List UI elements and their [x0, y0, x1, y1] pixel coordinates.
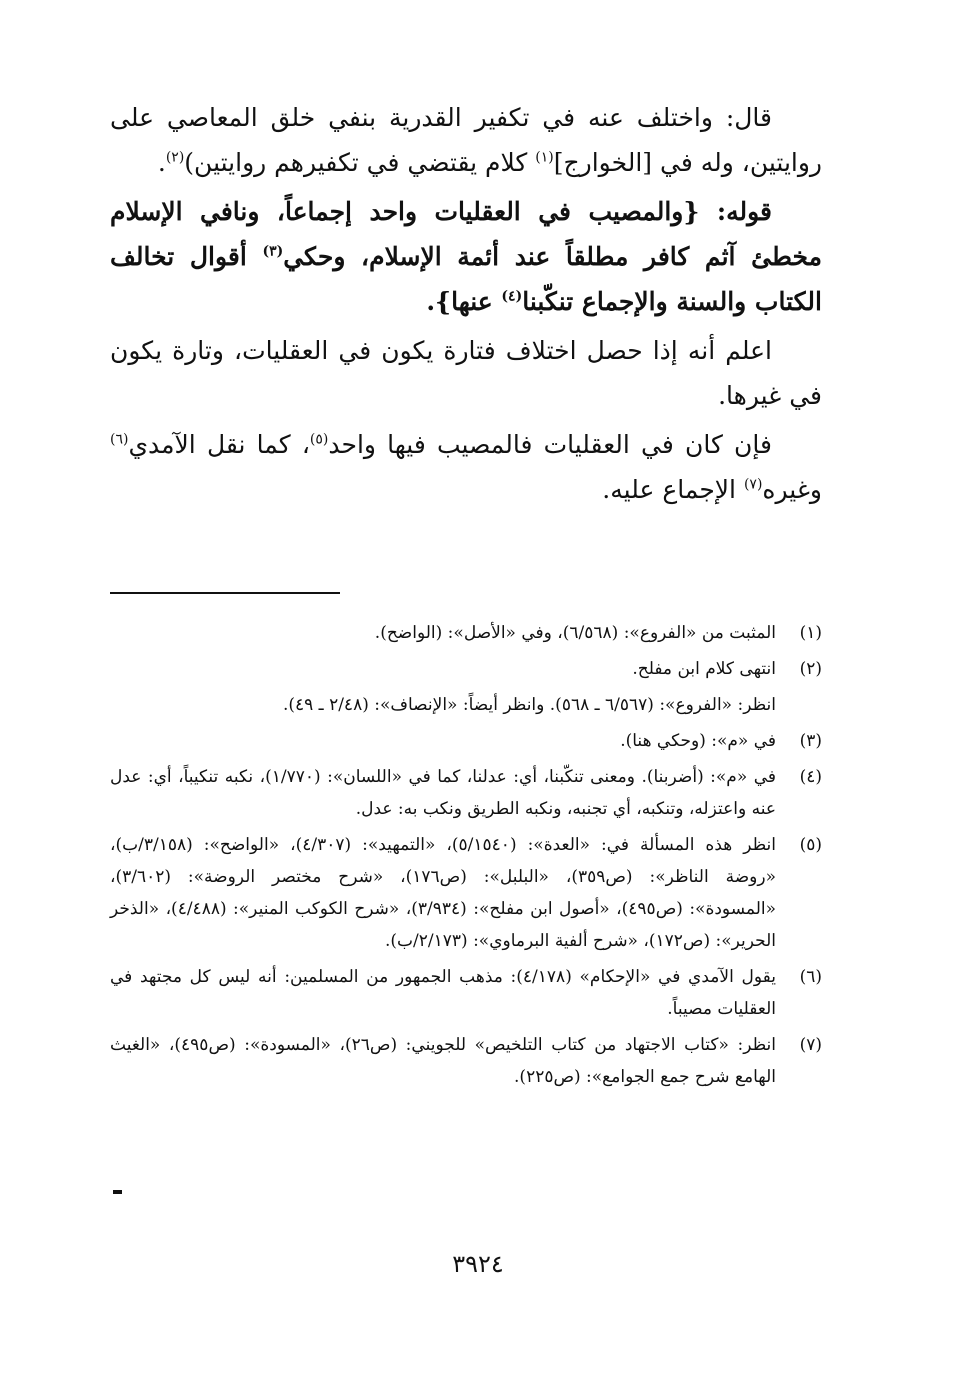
page-number: ٣٩٢٤	[452, 1250, 504, 1278]
footnote-ref[interactable]: (١)	[535, 149, 554, 166]
text-segment: قال: واختلف عنه في تكفير القدرية بنفي خلق المعاصي على روايتين، وله في [الخوارج]	[110, 103, 822, 177]
body-paragraph-1	[110, 95, 822, 185]
footnote-text: انظر هذه المسألة في: «العدة»: (٥/١٥٤٠)، «التمهيد»: (٤/٣٠٧)، «الواضح»: (٣/١٥٨/ب)، «روضة الناظر»: (ص٣٥٩)، «البلبل»: (ص١٧٦)، «شرح مختصر الروضة»: (٣/٦٠٢)، «المسودة»: (ص٤٩٥)، «أصول ابن مفلح»: (٣/٩٣٤)، «شرح الكوكب المنير»: (٤/٤٨٨)، «الذخر الحرير»: (ص١٧٢)، «شرح ألفية البرماوي»: (٢/١٧٣/ب).	[110, 835, 777, 951]
footnote-2	[110, 653, 822, 685]
body-paragraph-3	[110, 328, 822, 418]
footnote-ref[interactable]: (٣)	[262, 243, 284, 260]
footnote-5	[110, 829, 822, 957]
footnote-number: (١)	[799, 623, 822, 643]
body-paragraph-4	[110, 422, 822, 512]
footnote-number: (٥)	[799, 835, 822, 855]
footnote-ref[interactable]: (٧)	[743, 476, 763, 493]
text-segment: كلام يقتضي في تكفيرهم روايتين)	[184, 148, 536, 177]
footnote-text: في «م»: (أضربنا). ومعنى تنكّبنا، أي: عدلنا، كما في «اللسان»: (١/٧٧٠)، نكبه تنكيباً، أي: عدل عنه واعتزله، وتنكبه، أي تجنبه، ونكبه الطريق ونكب به: عدل.	[110, 767, 776, 819]
body-paragraph-2	[110, 189, 822, 324]
footnote-ref[interactable]: (٤)	[501, 288, 523, 305]
footnote-text: يقول الآمدي في «الإحكام» (٤/١٧٨): مذهب الجمهور من المسلمين: أنه ليس كل مجتهد في العقليات مصيباً.	[110, 967, 776, 1019]
footnote-separator	[110, 592, 340, 594]
footnote-number: (٦)	[799, 967, 822, 987]
footnote-text: انظر: «كتاب الاجتهاد من كتاب التلخيص» للجويني: (ص٢٦)، «المسودة»: (ص٤٩٥)، «الغيث الهامع شرح جمع الجوامع»: (ص٢٢٥).	[110, 1035, 776, 1087]
text-segment: الإجماع عليه.	[602, 475, 744, 504]
footnote-6	[110, 961, 822, 1025]
footnote-number: (٢)	[799, 659, 822, 679]
text-segment: عنها}.	[426, 287, 502, 316]
text-segment: قوله: {والمصيب في العقليات واحد إجماعاً، ونافي الإسلام مخطئ آثم كافر مطلقاً عند أئمة الإسلام، وحكي	[110, 197, 822, 271]
footnote-number: (٤)	[799, 767, 822, 787]
footnote-number: (٧)	[799, 1035, 822, 1055]
footnote-1	[110, 617, 822, 649]
text-segment: فإن كان في العقليات فالمصيب فيها واحد	[328, 430, 772, 459]
footnote-text: المثبت من «الفروع»: (٦/٥٦٨)، وفي «الأصل»: (الواضح).	[374, 623, 776, 643]
footnote-ref[interactable]: (٢)	[165, 149, 185, 166]
footnote-text: في «م»: (وحكي هنا).	[620, 731, 776, 751]
text-segment: أقوال تخالف الكتاب والسنة والإجماع تنكّبنا	[110, 242, 822, 316]
footnote-ref[interactable]: (٦)	[110, 431, 129, 448]
footnote-2-continuation: انظر: «الفروع»: (٦/٥٦٧ ـ ٥٦٨). وانظر أيضاً: «الإنصاف»: (٢/٤٨ ـ ٤٩).	[282, 695, 776, 715]
footnote-ref[interactable]: (٥)	[309, 431, 329, 448]
footnotes	[110, 617, 822, 1097]
footnote-number: (٣)	[799, 731, 822, 751]
text-segment: ، كما نقل الآمدي	[128, 430, 310, 459]
text-segment: وغيره	[762, 475, 822, 504]
footnote-text: انتهى كلام ابن مفلح.	[632, 659, 776, 679]
scan-mark	[113, 1190, 122, 1194]
footnote-7	[110, 1029, 822, 1093]
text-segment: اعلم أنه إذا حصل اختلاف فتارة يكون في العقليات، وتارة يكون في غيرها.	[110, 336, 822, 410]
footnote-4	[110, 761, 822, 825]
page-body	[110, 95, 822, 1087]
footnote-3	[110, 725, 822, 757]
text-segment: .	[157, 148, 166, 177]
